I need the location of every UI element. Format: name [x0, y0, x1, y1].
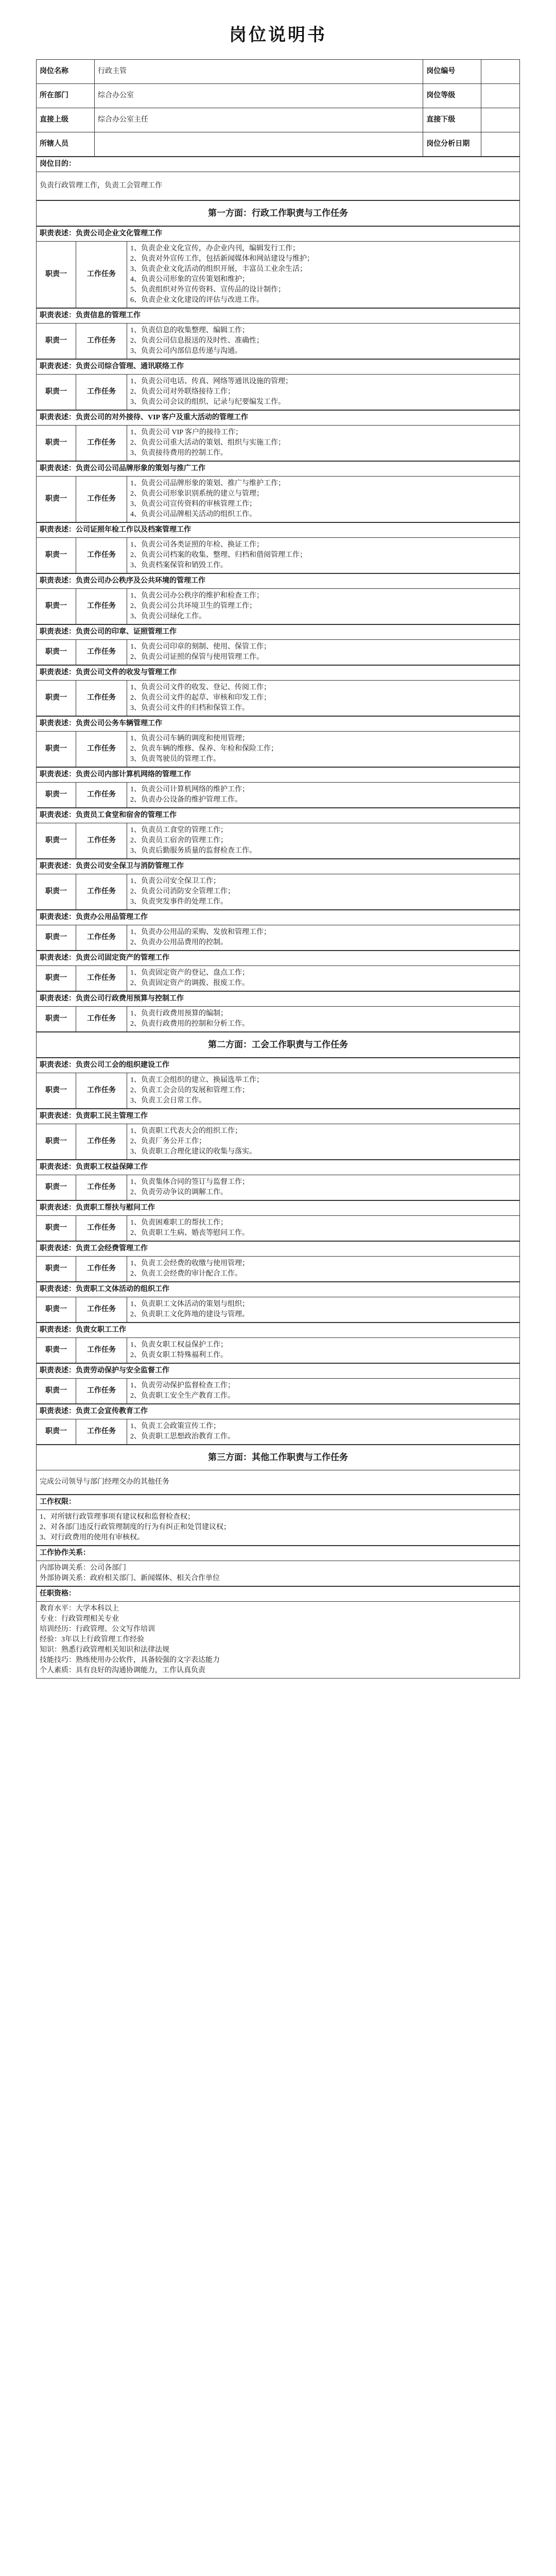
duty-14-desc: 职责表述：负责办公用品管理工作 — [37, 910, 520, 925]
duty-4-tag: 职责一 — [37, 426, 76, 461]
list-item: 2、负责职工文化阵地的建设与管理。 — [130, 1311, 249, 1318]
duty-6-items — [127, 538, 520, 573]
job-code-label: 岗位编号 — [423, 60, 481, 84]
list-item: 1、负责公司计算机网络的维护工作； — [130, 786, 249, 793]
list-item: 3、负责后勤服务质量的监督检查工作。 — [130, 847, 256, 855]
union-duty-3-tag: 职责一 — [37, 1175, 76, 1200]
duty-12-desc: 职责表述：负责员工食堂和宿舍的管理工作 — [37, 808, 520, 823]
list-item: 1、负责工会经费的收缴与使用管理； — [130, 1260, 249, 1267]
duty-1-tag: 职责一 — [37, 242, 76, 308]
list-item: 2、负责固定资产的调拨、报废工作。 — [130, 979, 249, 987]
list-item: 外部协调关系：政府相关部门、新闻媒体、相关合作单位 — [40, 1574, 220, 1582]
duty-7-items — [127, 589, 520, 624]
duty-3-task-label: 工作任务 — [76, 375, 127, 410]
job-name-label: 岗位名称 — [37, 60, 95, 84]
list-item: 培训经历：行政管理、公文写作培训 — [40, 1625, 155, 1633]
duty-1-items — [127, 242, 520, 308]
grade-value — [481, 84, 520, 108]
list-item: 1、负责企业文化宣传，办企业内刊，编辑发行工作； — [130, 245, 300, 252]
list-item: 2、负责对外宣传工作，包括新闻媒体和网站建设与维护； — [130, 255, 314, 263]
list-item: 1、负责办公用品的采购、发放和管理工作； — [130, 928, 271, 936]
relation-table — [36, 1546, 520, 1586]
job-name-value: 行政主管 — [95, 60, 423, 84]
union-duty-2-desc: 职责表述：负责职工民主管理工作 — [37, 1109, 520, 1124]
list-item: 5、负责组织对外宣传资料、宣传品的设计制作； — [130, 286, 285, 294]
relation-label: 工作协作关系： — [37, 1546, 520, 1561]
purpose-label: 岗位目的： — [37, 157, 520, 172]
duty-9-tag: 职责一 — [37, 681, 76, 716]
list-item: 2、负责员工宿舍的管理工作； — [130, 837, 228, 844]
union-duty-3-task-label: 工作任务 — [76, 1175, 127, 1200]
union-duty-8-tag: 职责一 — [37, 1379, 76, 1404]
rights-label: 工作权限： — [37, 1495, 520, 1510]
list-item: 2、负责办公设备的维护管理工作。 — [130, 796, 242, 804]
duty-6 — [36, 522, 520, 573]
duty-2 — [36, 308, 520, 359]
list-item: 3、对行政费用的使用有审核权。 — [40, 1534, 144, 1541]
list-item: 2、负责公司消防安全管理工作； — [130, 888, 235, 895]
analysis-date-label: 岗位分析日期 — [423, 132, 481, 157]
duty-8 — [36, 624, 520, 665]
duty-11 — [36, 767, 520, 808]
list-item: 1、负责公司电话、传真、网络等通讯设施的管理； — [130, 378, 292, 385]
other-tasks-text: 完成公司领导与部门经理交办的其他任务 — [37, 1470, 520, 1495]
duty-10 — [36, 716, 520, 767]
union-duty-2-items — [127, 1124, 520, 1160]
list-item: 3、负责档案保管和销毁工作。 — [130, 562, 228, 569]
duty-6-task-label: 工作任务 — [76, 538, 127, 573]
duty-3-tag: 职责一 — [37, 375, 76, 410]
duty-2-tag: 职责一 — [37, 324, 76, 359]
duty-1-desc: 职责表述：负责公司企业文化管理工作 — [37, 227, 520, 242]
superior-value: 综合办公室主任 — [95, 108, 423, 132]
list-item: 1、负责工会组织的建立、换届选举工作； — [130, 1076, 264, 1084]
subordinate-value — [481, 108, 520, 132]
duty-10-tag: 职责一 — [37, 732, 76, 767]
list-item: 2、负责车辆的维修、保养、年检和保险工作； — [130, 745, 278, 753]
list-item: 2、负责公司形象识别系统的建立与管理； — [130, 490, 264, 498]
duty-8-task-label: 工作任务 — [76, 640, 127, 665]
union-duty-8 — [36, 1363, 520, 1404]
list-item: 教育水平：大学本科以上 — [40, 1605, 119, 1613]
duty-13-tag: 职责一 — [37, 874, 76, 910]
list-item: 2、负责公司文件的起草、审核和印发工作； — [130, 694, 271, 702]
list-item: 2、负责工会经费的审计配合工作。 — [130, 1270, 242, 1278]
job-code-value — [481, 60, 520, 84]
list-item: 1、负责信息的收集整理、编辑工作； — [130, 327, 249, 334]
section-2-heading: 第二方面：工会工作职责与工作任务 — [37, 1032, 520, 1058]
duty-15-task-label: 工作任务 — [76, 966, 127, 991]
list-item: 2、负责公司信息报送的及时性、准确性； — [130, 337, 264, 345]
list-item: 2、负责行政费用的控制和分析工作。 — [130, 1020, 249, 1028]
union-duty-7 — [36, 1323, 520, 1363]
list-item: 3、负责企业文化活动的组织开展，丰富员工业余生活； — [130, 265, 307, 273]
union-duty-9 — [36, 1404, 520, 1445]
duty-4-task-label: 工作任务 — [76, 426, 127, 461]
list-item: 3、负责公司内部信息传递与沟通。 — [130, 347, 242, 355]
duty-16-items — [127, 1007, 520, 1032]
duty-11-items — [127, 783, 520, 808]
list-item: 3、负责工会日常工作。 — [130, 1097, 206, 1105]
list-item: 1、负责固定资产的登记、盘点工作； — [130, 969, 249, 977]
list-item: 1、负责公司印章的刻制、使用、保管工作； — [130, 643, 271, 651]
duty-4-items — [127, 426, 520, 461]
duty-16-task-label: 工作任务 — [76, 1007, 127, 1032]
union-duty-4-items — [127, 1216, 520, 1241]
list-item: 3、负责突发事件的处理工作。 — [130, 898, 228, 906]
union-duty-6-desc: 职责表述：负责职工文体活动的组织工作 — [37, 1282, 520, 1297]
union-duty-5-task-label: 工作任务 — [76, 1257, 127, 1282]
list-item: 3、负责职工合理化建议的收集与落实。 — [130, 1148, 256, 1156]
duty-3-items — [127, 375, 520, 410]
duty-11-tag: 职责一 — [37, 783, 76, 808]
union-duty-4-tag: 职责一 — [37, 1216, 76, 1241]
duty-16 — [36, 991, 520, 1032]
list-item: 1、负责公司 VIP 客户的接待工作； — [130, 429, 243, 436]
duty-9-items — [127, 681, 520, 716]
duty-3 — [36, 359, 520, 410]
list-item: 2、负责女职工特殊福利工作。 — [130, 1351, 228, 1359]
union-duty-8-task-label: 工作任务 — [76, 1379, 127, 1404]
staff-count-value — [95, 132, 423, 157]
duty-11-task-label: 工作任务 — [76, 783, 127, 808]
duty-12-tag: 职责一 — [37, 823, 76, 859]
list-item: 知识：熟悉行政管理相关知识和法律法规 — [40, 1646, 169, 1654]
rights-table — [36, 1495, 520, 1546]
qualification-label: 任职资格： — [37, 1587, 520, 1602]
list-item: 2、负责职工思想政治教育工作。 — [130, 1433, 235, 1440]
duty-15 — [36, 951, 520, 991]
duty-7-desc: 职责表述：负责公司办公秩序及公共环境的管理工作 — [37, 574, 520, 589]
duty-14-tag: 职责一 — [37, 925, 76, 951]
list-item: 4、负责公司品牌相关活动的组织工作。 — [130, 511, 256, 518]
list-item: 经验：3年以上行政管理工作经验 — [40, 1636, 144, 1643]
union-duty-4-desc: 职责表述：负责职工帮扶与慰问工作 — [37, 1201, 520, 1216]
duty-6-tag: 职责一 — [37, 538, 76, 573]
dept-label: 所在部门 — [37, 84, 95, 108]
list-item: 2、负责公司档案的收集、整理、归档和借阅管理工作； — [130, 551, 307, 559]
superior-label: 直接上级 — [37, 108, 95, 132]
list-item: 1、负责困难职工的帮扶工作； — [130, 1219, 228, 1227]
list-item: 2、负责公司重大活动的策划、组织与实施工作； — [130, 439, 285, 447]
list-item: 1、负责公司安全保卫工作； — [130, 877, 220, 885]
list-item: 3、负责公司文件的归档和保管工作。 — [130, 704, 249, 712]
union-duty-5 — [36, 1241, 520, 1282]
subordinate-label: 直接下级 — [423, 108, 481, 132]
duty-5-tag: 职责一 — [37, 477, 76, 522]
list-item: 1、负责公司文件的收发、登记、传阅工作； — [130, 684, 271, 691]
duty-9-task-label: 工作任务 — [76, 681, 127, 716]
list-item: 1、对所辖行政管理事项有建议权和监督检查权； — [40, 1513, 195, 1521]
duty-4-desc: 职责表述：负责公司的对外接待、VIP 客户及重大活动的管理工作 — [37, 411, 520, 426]
union-duty-8-items — [127, 1379, 520, 1404]
union-duty-1-task-label: 工作任务 — [76, 1073, 127, 1109]
list-item: 2、负责厂务公开工作； — [130, 1138, 206, 1145]
basic-info-table — [36, 59, 520, 157]
duty-7-task-label: 工作任务 — [76, 589, 127, 624]
list-item: 1、负责公司办公秩序的维护和检查工作； — [130, 592, 264, 600]
duty-13-task-label: 工作任务 — [76, 874, 127, 910]
section-1-heading: 第一方面：行政工作职责与工作任务 — [37, 201, 520, 226]
list-item: 2、负责工会会员的发展和管理工作； — [130, 1087, 249, 1094]
duty-1-task-label: 工作任务 — [76, 242, 127, 308]
duty-1 — [36, 226, 520, 308]
qualification-items — [37, 1602, 520, 1679]
duty-3-desc: 职责表述：负责公司综合管理、通讯联络工作 — [37, 360, 520, 375]
list-item: 6、负责企业文化建设的评估与改进工作。 — [130, 296, 264, 304]
section-3-table — [36, 1445, 520, 1495]
grade-label: 岗位等级 — [423, 84, 481, 108]
duty-9-desc: 职责表述：负责公司文件的收发与管理工作 — [37, 666, 520, 681]
list-item: 1、负责职工代表大会的组织工作； — [130, 1127, 242, 1135]
duty-13-desc: 职责表述：负责公司安全保卫与消防管理工作 — [37, 859, 520, 874]
duty-11-desc: 职责表述：负责公司内部计算机网络的管理工作 — [37, 768, 520, 783]
list-item: 3、负责公司会议的组织、记录与纪要编发工作。 — [130, 398, 285, 406]
list-item: 2、负责公司公共环境卫生的管理工作； — [130, 602, 256, 610]
list-item: 2、负责公司对外联络接待工作； — [130, 388, 235, 396]
union-duty-9-task-label: 工作任务 — [76, 1419, 127, 1445]
section-3-heading: 第三方面：其他工作职责与工作任务 — [37, 1445, 520, 1470]
list-item: 1、负责劳动保护监督检查工作； — [130, 1382, 235, 1389]
duty-5 — [36, 461, 520, 522]
analysis-date-value — [481, 132, 520, 157]
staff-count-label: 所辖人员 — [37, 132, 95, 157]
duty-5-desc: 职责表述：负责公司公司品牌形象的策划与推广工作 — [37, 462, 520, 477]
duty-14-items — [127, 925, 520, 951]
duty-14 — [36, 910, 520, 951]
list-item: 2、负责劳动争议的调解工作。 — [130, 1189, 228, 1196]
page-title: 岗位说明书 — [229, 26, 327, 45]
duty-7-tag: 职责一 — [37, 589, 76, 624]
duty-2-items — [127, 324, 520, 359]
union-duty-1 — [36, 1058, 520, 1109]
section-2-table — [36, 1032, 520, 1058]
list-item: 1、负责公司车辆的调度和使用管理； — [130, 735, 249, 742]
job-description-page — [36, 21, 520, 1679]
union-duty-6 — [36, 1282, 520, 1323]
duty-10-items — [127, 732, 520, 767]
union-duty-3 — [36, 1160, 520, 1200]
purpose-table — [36, 157, 520, 200]
rights-items — [37, 1510, 520, 1546]
list-item: 内部协调关系：公司各部门 — [40, 1564, 126, 1572]
list-item: 1、负责集体合同的签订与监督工作； — [130, 1178, 249, 1186]
union-duty-3-items — [127, 1175, 520, 1200]
duty-16-desc: 职责表述：负责公司行政费用预算与控制工作 — [37, 992, 520, 1007]
list-item: 3、负责驾驶员的管理工作。 — [130, 755, 220, 763]
list-item: 4、负责公司形象的宣传策划和维护； — [130, 276, 249, 283]
duty-10-task-label: 工作任务 — [76, 732, 127, 767]
union-duty-6-items — [127, 1297, 520, 1323]
relation-items — [37, 1561, 520, 1586]
list-item: 3、负责接待费用的控制工作。 — [130, 449, 228, 457]
union-duty-4 — [36, 1200, 520, 1241]
list-item: 1、负责员工食堂的管理工作； — [130, 826, 228, 834]
list-item: 3、负责公司宣传资料的审核管理工作； — [130, 500, 256, 508]
list-item: 2、负责职工生病、婚丧等慰问工作。 — [130, 1229, 249, 1237]
qualification-table — [36, 1586, 520, 1679]
section-1-table — [36, 200, 520, 226]
duty-15-desc: 职责表述：负责公司固定资产的管理工作 — [37, 951, 520, 966]
duty-9 — [36, 665, 520, 716]
union-duty-5-items — [127, 1257, 520, 1282]
duty-8-items — [127, 640, 520, 665]
duty-13 — [36, 859, 520, 910]
list-item: 专业：行政管理相关专业 — [40, 1615, 119, 1623]
union-duty-1-tag: 职责一 — [37, 1073, 76, 1109]
union-duty-2-task-label: 工作任务 — [76, 1124, 127, 1160]
union-duty-1-items — [127, 1073, 520, 1109]
list-item: 1、负责职工文体活动的策划与组织； — [130, 1300, 249, 1308]
duty-6-desc: 职责表述：公司证照年检工作以及档案管理工作 — [37, 523, 520, 538]
list-item: 1、负责公司各类证照的年检、换证工作； — [130, 541, 264, 549]
union-duty-6-task-label: 工作任务 — [76, 1297, 127, 1323]
purpose-text: 负责行政管理工作，负责工会管理工作 — [37, 172, 520, 200]
duty-15-items — [127, 966, 520, 991]
union-duty-2-tag: 职责一 — [37, 1124, 76, 1160]
union-duty-9-desc: 职责表述：负责工会宣传教育工作 — [37, 1404, 520, 1419]
list-item: 个人素质：具有良好的沟通协调能力，工作认真负责 — [40, 1667, 205, 1674]
duty-4 — [36, 410, 520, 461]
duty-12-items — [127, 823, 520, 859]
duty-10-desc: 职责表述：负责公司公务车辆管理工作 — [37, 717, 520, 732]
union-duty-7-desc: 职责表述：负责女职工工作 — [37, 1323, 520, 1338]
union-duty-9-items — [127, 1419, 520, 1445]
duty-8-desc: 职责表述：负责公司的印章、证照管理工作 — [37, 625, 520, 640]
duty-12-task-label: 工作任务 — [76, 823, 127, 859]
duty-7 — [36, 573, 520, 624]
union-duty-7-items — [127, 1338, 520, 1363]
dept-value: 综合办公室 — [95, 84, 423, 108]
union-duty-9-tag: 职责一 — [37, 1419, 76, 1445]
list-item: 技能技巧：熟练使用办公软件，具备较强的文字表达能力 — [40, 1656, 220, 1664]
union-duty-3-desc: 职责表述：负责职工权益保障工作 — [37, 1160, 520, 1175]
duty-16-tag: 职责一 — [37, 1007, 76, 1032]
union-duty-6-tag: 职责一 — [37, 1297, 76, 1323]
duty-14-task-label: 工作任务 — [76, 925, 127, 951]
union-duty-5-tag: 职责一 — [37, 1257, 76, 1282]
list-item: 1、负责工会政策宣传工作； — [130, 1422, 220, 1430]
list-item: 1、负责公司品牌形象的策划、推广与维护工作； — [130, 480, 285, 487]
union-duty-5-desc: 职责表述：负责工会经费管理工作 — [37, 1242, 520, 1257]
union-duty-4-task-label: 工作任务 — [76, 1216, 127, 1241]
list-item: 2、负责办公用品费用的控制。 — [130, 939, 228, 946]
union-duty-2 — [36, 1109, 520, 1160]
list-item: 2、对各部门违反行政管理制度的行为有纠正和处罚建议权； — [40, 1523, 231, 1531]
union-duty-7-task-label: 工作任务 — [76, 1338, 127, 1363]
duty-13-items — [127, 874, 520, 910]
list-item: 2、负责公司证照的保管与使用管理工作。 — [130, 653, 264, 661]
list-item: 2、负责职工安全生产教育工作。 — [130, 1392, 235, 1400]
duty-2-desc: 职责表述：负责信息的管理工作 — [37, 309, 520, 324]
duty-5-task-label: 工作任务 — [76, 477, 127, 522]
duty-2-task-label: 工作任务 — [76, 324, 127, 359]
union-duty-8-desc: 职责表述：负责劳动保护与安全监督工作 — [37, 1364, 520, 1379]
list-item: 1、负责行政费用预算的编制； — [130, 1010, 228, 1018]
list-item: 3、负责公司绿化工作。 — [130, 613, 206, 620]
union-duty-7-tag: 职责一 — [37, 1338, 76, 1363]
duty-8-tag: 职责一 — [37, 640, 76, 665]
duty-15-tag: 职责一 — [37, 966, 76, 991]
duty-12 — [36, 808, 520, 859]
union-duty-1-desc: 职责表述：负责公司工会的组织建设工作 — [37, 1058, 520, 1073]
duty-5-items — [127, 477, 520, 522]
list-item: 1、负责女职工权益保护工作； — [130, 1341, 228, 1349]
